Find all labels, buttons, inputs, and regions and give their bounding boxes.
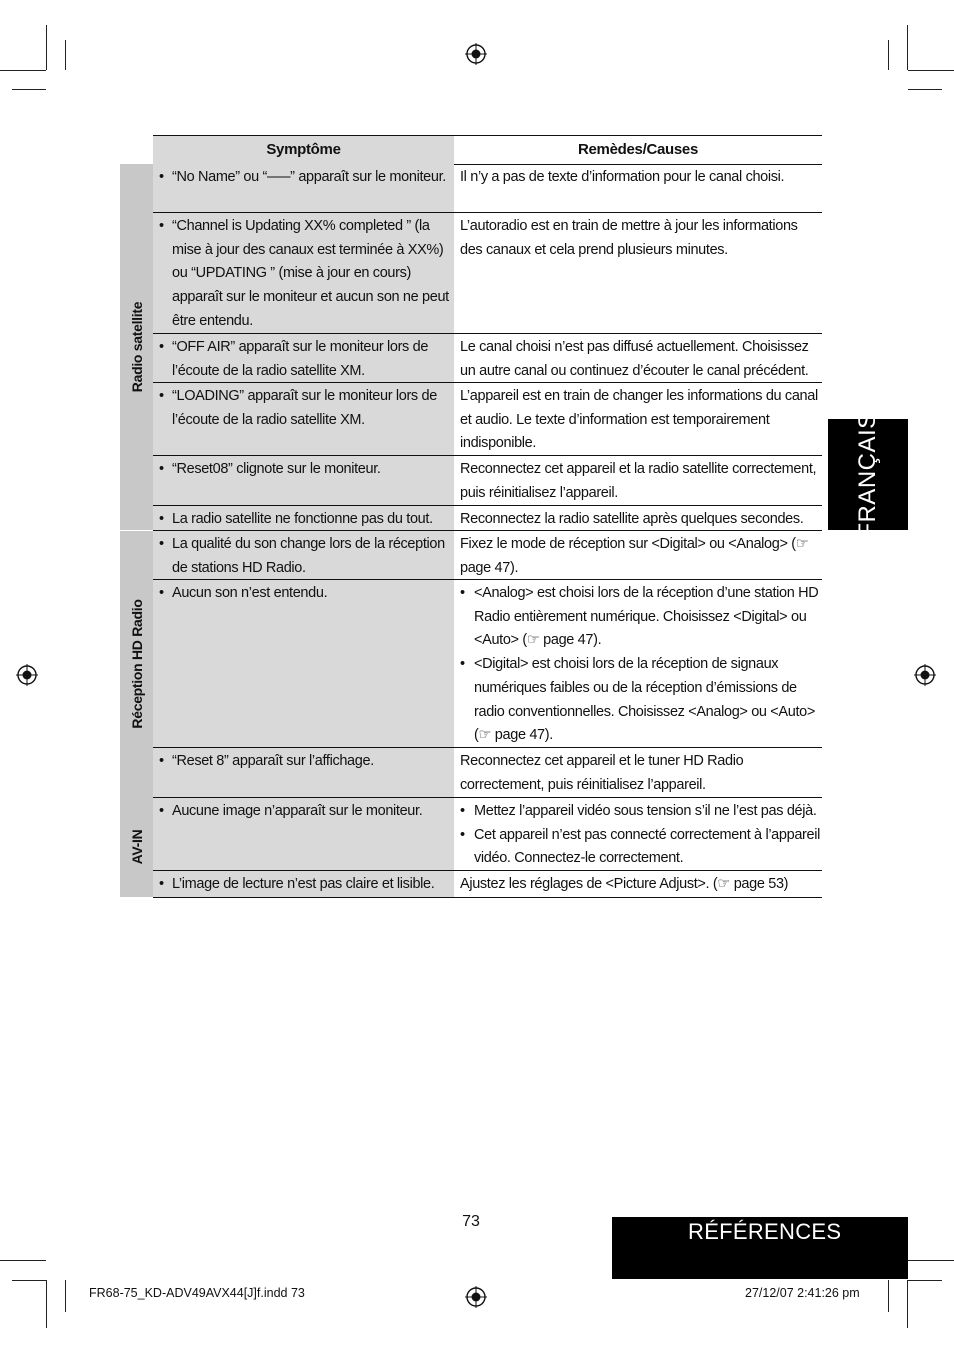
table-row	[153, 531, 822, 580]
section-tab	[612, 1217, 908, 1279]
symptom-text: • Aucune image n’apparaît sur le moniteur.	[159, 800, 462, 824]
footer-file: FR68-75_KD-ADV49AVX44[J]f.indd 73	[89, 1286, 305, 1300]
remedy-list	[460, 800, 820, 871]
crop-mark	[908, 1280, 942, 1281]
remedy-text: L’autoradio est en train de mettre à jour les informations des canaux et cela prend plusieurs minutes.	[460, 218, 798, 258]
symptom-text: • “Reset 8” apparaît sur l’affichage.	[159, 750, 462, 774]
crop-mark	[0, 1260, 46, 1261]
symptom-text: • “OFF AIR” apparaît sur le moniteur lors de l’écoute de la radio satellite XM.	[159, 336, 462, 383]
remedy-list	[460, 582, 820, 748]
table-header	[153, 135, 822, 165]
table-row	[153, 213, 822, 334]
section-hd-radio	[120, 531, 153, 797]
remedy-text: L’appareil est en train de changer les informations du canal et audio. Le texte d’information est temporairement indisponible.	[460, 388, 818, 452]
remedy-text: Reconnectez la radio satellite après quelques secondes.	[460, 511, 804, 527]
table-row	[153, 798, 822, 871]
crop-mark	[908, 70, 954, 71]
table-row	[153, 334, 822, 383]
symptom-text: • Aucun son n’est entendu.	[159, 582, 462, 606]
table-row	[153, 506, 822, 531]
remedy-item: • Mettez l’appareil vidéo sous tension s’il ne l’est pas déjà.	[460, 800, 820, 824]
registration-mark-icon	[465, 43, 487, 65]
table-row	[153, 456, 822, 506]
remedy-text: Reconnectez cet appareil et la radio satellite correctement, puis réinitialisez l’appareil.	[460, 461, 817, 501]
crop-mark	[0, 70, 46, 71]
table-row	[153, 164, 822, 213]
symptom-text: • L’image de lecture n’est pas claire et lisible.	[159, 873, 462, 897]
symptom-text: • “No Name” ou “–––” apparaît sur le moniteur.	[159, 166, 462, 190]
symptom-text: • “LOADING” apparaît sur le moniteur lors de l’écoute de la radio satellite XM.	[159, 385, 462, 432]
remedy-text: Il n’y a pas de texte d’information pour le canal choisi.	[460, 169, 785, 185]
header-symptom: Symptôme	[153, 136, 454, 164]
remedy-text: Ajustez les réglages de <Picture Adjust>. (☞ page 53)	[460, 876, 789, 892]
crop-mark	[907, 1280, 908, 1328]
language-tab-label: FRANÇAIS	[854, 411, 881, 538]
section-av-in	[120, 797, 153, 897]
crop-mark	[888, 1280, 889, 1312]
remedy-text: Fixez le mode de réception sur <Digital> ou <Analog> (☞ page 47).	[460, 536, 809, 576]
section-tab-label: RÉFÉRENCES	[688, 1219, 842, 1244]
crop-mark	[12, 1280, 46, 1281]
crop-mark	[908, 1260, 954, 1261]
header-remedy: Remèdes/Causes	[577, 141, 699, 158]
remedy-item: • <Digital> est choisi lors de la réception de signaux numériques faibles ou de la réception d’émissions de radio conventionnelles. Choisissez <Analog> ou <Auto> (☞ page 47).	[460, 653, 820, 748]
symptom-text: • “Channel is Updating XX% completed ” (la mise à jour des canaux est terminée à XX%) ou “UPDATING ” (mise à jour en cours) apparaît sur le moniteur et aucun son ne peut être entendu.	[159, 215, 462, 334]
registration-mark-icon	[914, 664, 936, 686]
crop-mark	[12, 89, 46, 90]
symptom-text: • “Reset08” clignote sur le moniteur.	[159, 458, 462, 482]
crop-mark	[907, 25, 908, 70]
section-radio-satellite	[120, 164, 153, 530]
table-row	[153, 383, 822, 456]
section-label: Réception HD Radio	[128, 599, 145, 729]
section-label: AV-IN	[128, 829, 145, 865]
footer-timestamp: 27/12/07 2:41:26 pm	[745, 1286, 860, 1300]
remedy-text: Le canal choisi n’est pas diffusé actuellement. Choisissez un autre canal ou continuez d’écouter le canal précédent.	[460, 339, 809, 379]
symptom-text: • La radio satellite ne fonctionne pas du tout.	[159, 508, 462, 532]
table-row	[153, 580, 822, 748]
symptom-text: • La qualité du son change lors de la réception de stations HD Radio.	[159, 533, 462, 580]
remedy-item: • <Analog> est choisi lors de la réception d’une station HD Radio entièrement numérique. Choisissez <Digital> ou <Auto> (☞ page 47).	[460, 582, 820, 653]
crop-mark	[888, 40, 889, 70]
crop-mark	[46, 25, 47, 70]
page-number: 73	[462, 1213, 480, 1230]
table-row	[153, 748, 822, 798]
crop-mark	[65, 40, 66, 70]
crop-mark	[908, 89, 942, 90]
section-label: Radio satellite	[128, 301, 145, 393]
crop-mark	[46, 1280, 47, 1328]
table-row	[153, 871, 822, 898]
language-tab	[828, 411, 908, 538]
remedy-text: Reconnectez cet appareil et le tuner HD Radio correctement, puis réinitialisez l’appareil.	[460, 753, 744, 793]
registration-mark-icon	[16, 664, 38, 686]
remedy-item: • Cet appareil n’est pas connecté correctement à l’appareil vidéo. Connectez-le correctement.	[460, 824, 820, 871]
crop-mark	[65, 1280, 66, 1312]
registration-mark-icon	[465, 1286, 487, 1308]
